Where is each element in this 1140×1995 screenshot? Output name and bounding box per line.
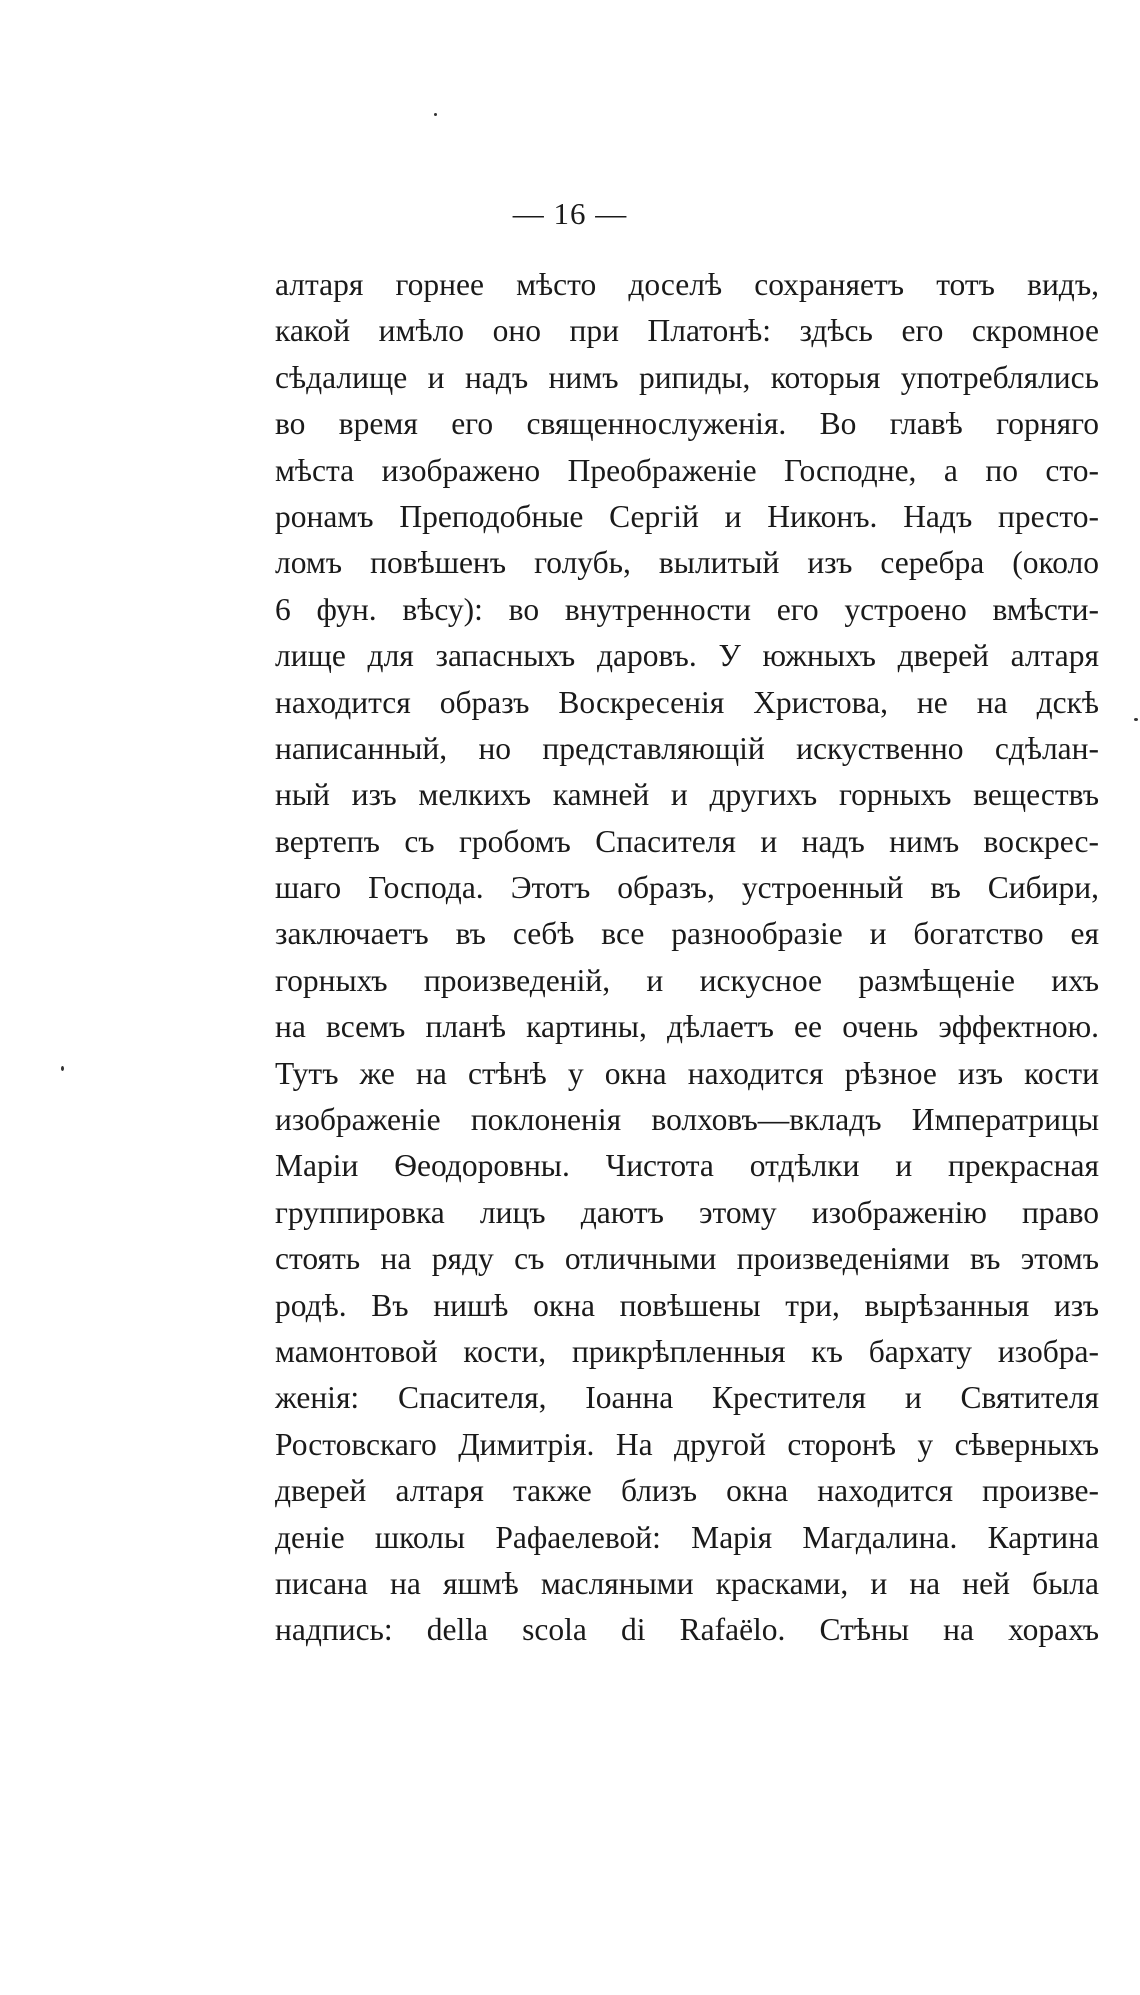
text-line: Ростовскаго Димитрія. На другой сторонѣ у сѣверныхъ <box>275 1426 1099 1462</box>
text-line: дверей алтаря также близъ окна находится произве- <box>275 1473 1099 1509</box>
page-number: — 16 — <box>512 196 628 231</box>
text-line: 6 фун. вѣсу): во внутренности его устроено вмѣсти- <box>275 591 1099 627</box>
text-line: шаго Господа. Этотъ образъ, устроенный въ Сибири, <box>275 870 1099 906</box>
text-line: находится образъ Воскресенія Христова, не на дскѣ <box>275 684 1099 720</box>
text-line: мамонтовой кости, прикрѣпленныя къ бархату изобра- <box>275 1333 1099 1369</box>
text-line: написанный, но представляющій искуственно сдѣлан- <box>275 730 1099 766</box>
text-line: ный изъ мелкихъ камней и другихъ горныхъ веществъ <box>275 777 1099 813</box>
text-line: какой имѣло оно при Платонѣ: здѣсь его скромное <box>275 313 1099 349</box>
text-line: изображеніе поклоненія волховъ—вкладъ Императрицы <box>275 1102 1099 1138</box>
text-line: мѣста изображено Преображеніе Господне, а по сто- <box>275 452 1099 488</box>
text-line: Маріи Ѳеодоровны. Чистота отдѣлки и прекрасная <box>275 1148 1099 1184</box>
text-line: во время его священнослуженія. Во главѣ горняго <box>275 406 1099 442</box>
text-line: ронамъ Преподобные Сергій и Никонъ. Надъ престо- <box>275 498 1099 534</box>
scan-speck <box>434 113 437 116</box>
text-line: стоять на ряду съ отличными произведеніями въ этомъ <box>275 1241 1099 1277</box>
text-line: писана на яшмѣ масляными красками, и на ней была <box>275 1565 1099 1601</box>
text-line: лище для запасныхъ даровъ. У южныхъ дверей алтаря <box>275 638 1099 674</box>
body-text <box>275 262 1099 1654</box>
text-line: деніе школы Рафаелевой: Марія Магдалина. Картина <box>275 1519 1099 1555</box>
text-line: надпись: della scola di Rafaëlo. Стѣны на хорахъ <box>275 1612 1099 1648</box>
scan-speck <box>1134 718 1138 721</box>
text-line: горныхъ произведеній, и искусное размѣщеніе ихъ <box>275 962 1099 998</box>
text-line: вертепъ съ гробомъ Спасителя и надъ нимъ воскрес- <box>275 823 1099 859</box>
text-line: ломъ повѣшенъ голубь, вылитый изъ серебра (около <box>275 545 1099 581</box>
text-line: группировка лицъ даютъ этому изображенію право <box>275 1194 1099 1230</box>
text-line: сѣдалище и надъ нимъ рипиды, которыя употреблялись <box>275 359 1099 395</box>
text-line: алтаря горнее мѣсто доселѣ сохраняетъ тотъ видъ, <box>275 267 1099 302</box>
text-line: заключаетъ въ себѣ все разнообразіе и богатство ея <box>275 916 1099 952</box>
text-line: на всемъ планѣ картины, дѣлаетъ ее очень эффектною. <box>275 1009 1099 1045</box>
text-line: женія: Спасителя, Іоанна Крестителя и Святителя <box>275 1380 1099 1416</box>
scan-speck <box>61 1066 64 1071</box>
text-line: Тутъ же на стѣнѣ у окна находится рѣзное изъ кости <box>275 1055 1099 1091</box>
text-line: родѣ. Въ нишѣ окна повѣшены три, вырѣзанныя изъ <box>275 1287 1099 1323</box>
